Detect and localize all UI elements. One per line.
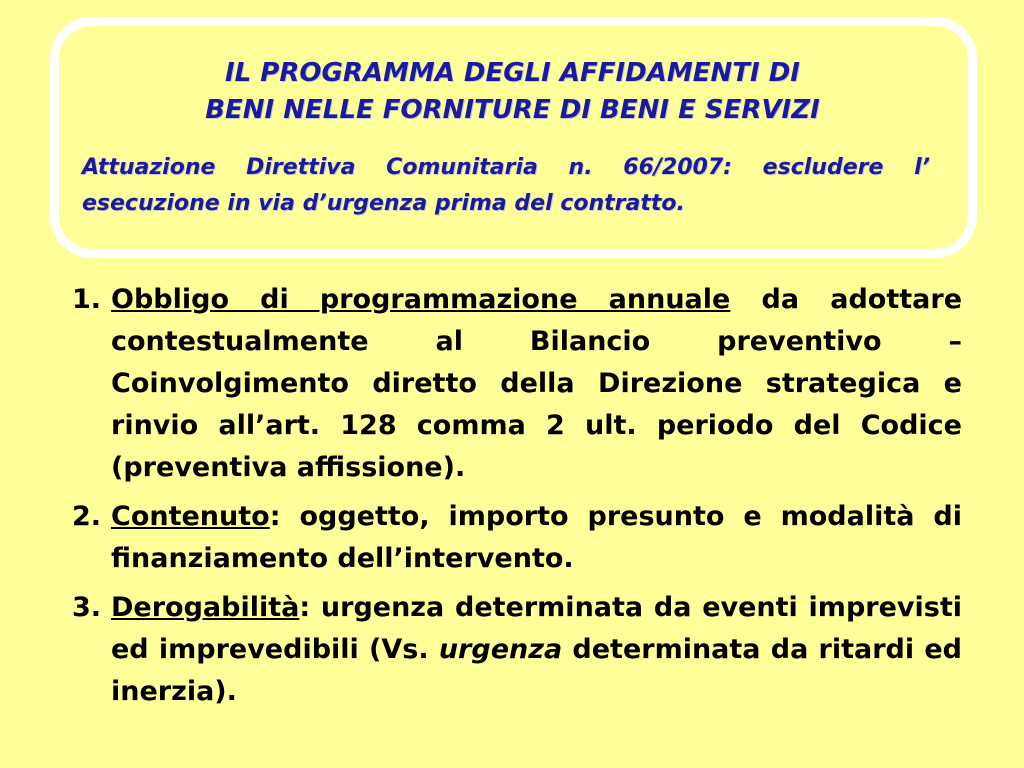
item-number: 2. [72,501,102,532]
item-text: : oggetto, importo presunto e modalità di finanziamento dell’intervento. [111,501,962,574]
title-line-1: IL PROGRAMMA DEGLI AFFIDAMENTI DI [225,58,800,88]
title-line-2: BENI NELLE FORNITURE DI BENI E SERVIZI [205,95,820,125]
item-number: 1. [72,284,102,315]
item-heading: Derogabilità [111,592,300,623]
item-heading: Obbligo di programmazione annuale [111,284,731,315]
item-text-end: determinata da ritardi ed inerzia). [111,634,962,707]
slide-title [60,55,965,129]
item-number: 3. [72,592,102,623]
list-item-3 [72,587,962,713]
numbered-list [72,279,962,720]
slide-subtitle: Attuazione Direttiva Comunitaria n. 66/2007: escludere l’ esecuzione in via d’urgenza prima del contratto. [82,155,930,216]
item-heading: Contenuto [111,501,270,532]
list-item-2 [72,496,962,580]
list-item-1 [72,279,962,489]
item-emphasis: urgenza [438,634,563,665]
item-text: : urgenza determinata da eventi imprevisti ed imprevedibili (Vs. [111,592,962,665]
item-text: da adottare contestualmente al Bilancio preventivo – Coinvolgimento diretto della Direzione strategica e rinvio all’art. 128 comma 2 ult. periodo del Codice (preventiva affissione). [111,284,963,483]
